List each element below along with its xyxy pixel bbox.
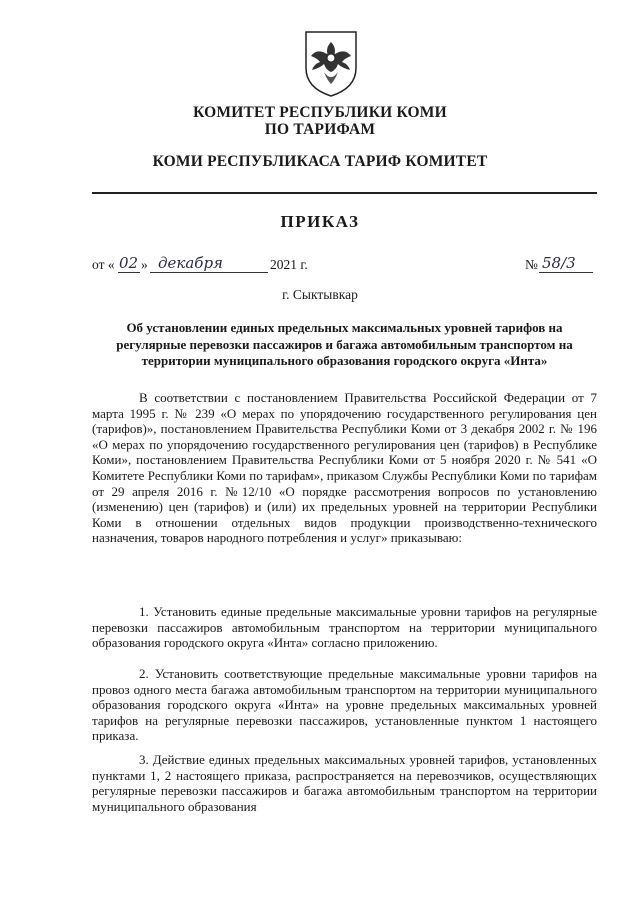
- komi-coat-of-arms-icon: [302, 28, 360, 98]
- clause-3-paragraph: 3. Действие единых предельных максимальных уровней тарифов, установленных пунктами 1, 2 настоящего приказа, распространяется на перевозчиков, осуществляющих регулярные перевозки пассажиров и багажа автомобильным транспортом на территории муниципального образования: [92, 752, 597, 814]
- date-prefix: от «: [92, 257, 115, 272]
- document-title: ПРИКАЗ: [280, 212, 360, 231]
- order-subject: Об установлении единых предельных максимальных уровней тарифов на регулярные перевозки пассажиров и багажа автомобильным транспортом на территории муниципального образования городского округа «Инта»: [116, 320, 573, 368]
- date-month-underline: [150, 272, 268, 273]
- date-day: 02: [119, 254, 139, 272]
- committee-name-komi: КОМИ РЕСПУБЛИКАСА ТАРИФ КОМИТЕТ: [152, 153, 488, 170]
- preamble-paragraph: В соответствии с постановлением Правительства Российской Федерации от 7 марта 1995 г. № 239 «О мерах по упорядочению государственного регулирования цен (тарифов)», постановлением Правительства Республики Коми от 3 декабря 2002 г. № 196 «О мерах по упорядочению государственного регулирования цен (тарифов) в Республике Коми», постановлением Правительства Республики Коми от 5 ноября 2020 г. № 541 «О Комитете Республики Коми по тарифам», приказом Службы Республики Коми по тарифам от 29 апреля 2016 г. №12/10 «О порядке рассмотрения вопросов по установлению (изменению) цен (тарифов) и (или) их предельных уровней на территории Республики Коми в отношении отдельных видов продукции производственно-технического назначения, товаров народного потребления и услуг» приказываю:: [92, 390, 597, 546]
- order-number-underline: [539, 272, 593, 273]
- date-day-underline: [118, 272, 140, 273]
- committee-name-line2: ПО ТАРИФАМ: [264, 121, 376, 138]
- date-year: 2021 г.: [270, 257, 308, 272]
- order-number-label: №: [525, 257, 538, 272]
- header-divider: [92, 192, 597, 194]
- committee-name-line1: КОМИТЕТ РЕСПУБЛИКИ КОМИ: [193, 104, 447, 121]
- order-date-line: [92, 254, 597, 276]
- city-name: г. Сыктывкар: [282, 287, 358, 302]
- clause-2-paragraph: 2. Установить соответствующие предельные максимальные уровни тарифов на провоз одного места багажа автомобильным транспортом на территории муниципального образования городского округа «Инта» на уровне предельных максимальных уровней тарифов на регулярные перевозки пассажиров, установленные пунктом 1 настоящего приказа.: [92, 666, 597, 744]
- order-number-value: 58/3: [542, 254, 576, 272]
- date-quote-close: »: [141, 257, 148, 272]
- clause-1-paragraph: 1. Установить единые предельные максимальные уровни тарифов на регулярные перевозки пассажиров автомобильным транспортом на территории муниципального образования городского округа «Инта» согласно приложению.: [92, 604, 597, 651]
- date-month: декабря: [158, 254, 223, 272]
